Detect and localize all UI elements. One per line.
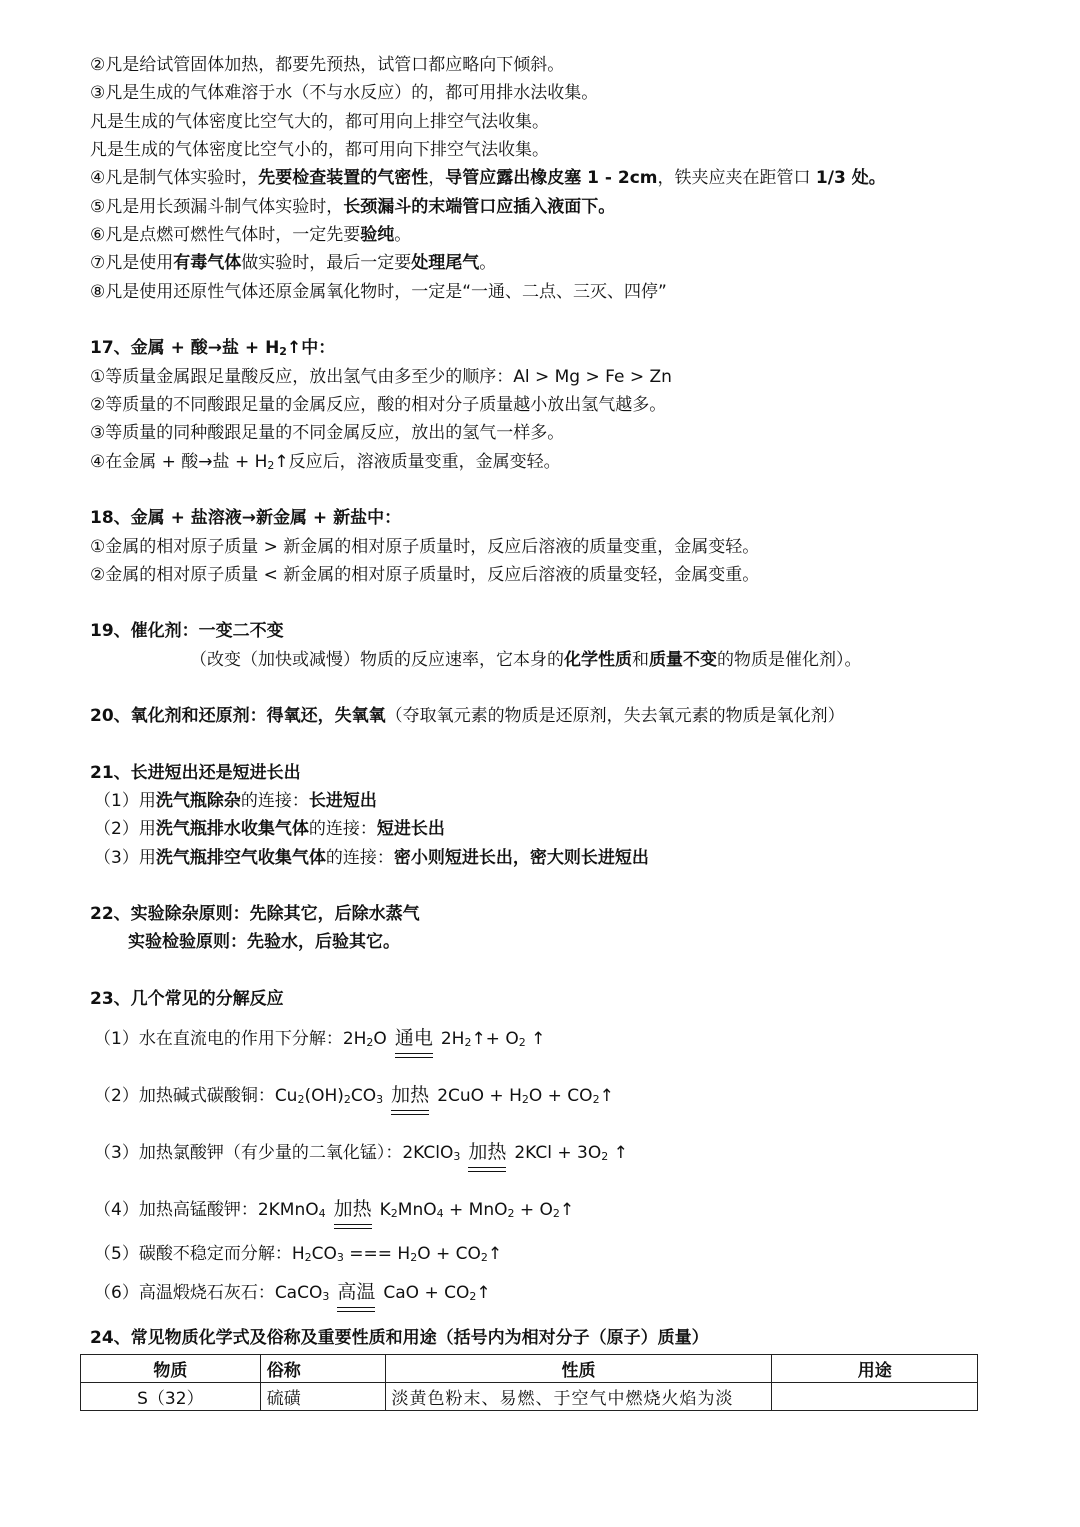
properties-table — [80, 1354, 978, 1411]
e5-b: CO — [311, 1244, 337, 1264]
header-uses: 用途 — [772, 1355, 978, 1383]
s17-l4-a: ④在金属 + 酸→盐 + H — [90, 452, 268, 472]
e6-c: ↑ — [476, 1283, 491, 1303]
section-21-title: 21、长进短出还是短进长出 — [90, 763, 301, 783]
s17-l4-b: ↑反应后，溶液质量变重，金属变轻。 — [274, 452, 561, 472]
rule-7-a: ⑦凡是使用 — [90, 253, 174, 273]
s21-l2-b: 洗气瓶排水收集气体 — [155, 819, 309, 839]
e2-s1: 2 — [297, 1093, 305, 1106]
rule-3-light: 凡是生成的气体密度比空气小的，都可用向下排空气法收集。 — [90, 140, 549, 160]
rule-7-d: 处理尾气 — [411, 253, 480, 273]
e3-c: ↑ — [608, 1143, 628, 1163]
section-20-title: 20、氧化剂和还原剂：得氧还，失氧氧 — [90, 706, 386, 726]
s21-l1-d: 长进短出 — [308, 791, 377, 811]
condition-high-temp: 高温 — [337, 1280, 375, 1308]
equation-2 — [94, 1083, 614, 1112]
e5-s4: 2 — [480, 1251, 488, 1264]
s22-line-2: 实验检验原则：先验水，后验其它。 — [128, 932, 400, 952]
rule-7-b: 有毒气体 — [173, 253, 242, 273]
e4-d: + MnO — [443, 1200, 508, 1220]
e4-c: MnO — [397, 1200, 437, 1220]
rule-5-b: 长颈漏斗的末端管口应插入液面下。 — [343, 197, 616, 217]
e5-s3: 2 — [410, 1251, 418, 1264]
rule-8: ⑧凡是使用还原性气体还原金属氧化物时，一定是“一通、二点、三灭、四停” — [90, 282, 667, 302]
rule-5-a: ⑤凡是用长颈漏斗制气体实验时， — [90, 197, 344, 217]
condition-heat: 加热 — [334, 1197, 372, 1225]
e3-s2: 2 — [601, 1150, 609, 1163]
rule-2: ②凡是给试管固体加热，都要先预热，试管口都应略向下倾斜。 — [90, 55, 565, 75]
section-19-title: 19、催化剂：一变二不变 — [90, 621, 284, 641]
rule-7 — [90, 251, 496, 275]
s17-title-end: ↑中： — [286, 338, 336, 358]
rule-7-c: 做实验时，最后一定要 — [241, 253, 412, 273]
s19-b: 化学性质 — [564, 650, 632, 670]
e2-s2: 2 — [343, 1093, 351, 1106]
e2-c: CO — [350, 1086, 377, 1106]
s17-line-2: ②等质量的不同酸跟足量的金属反应，酸的相对分子质量越小放出氢气越多。 — [90, 395, 667, 415]
header-properties: 性质 — [385, 1355, 772, 1383]
e4-s3: 4 — [436, 1207, 444, 1220]
table-header-row — [81, 1355, 978, 1383]
e4-a: （4）加热高锰酸钾：2KMnO — [94, 1200, 319, 1220]
s22-line-1: 22、实验除杂原则：先除其它，后除水蒸气 — [90, 904, 420, 924]
s21-l3-a: （3）用 — [94, 848, 156, 868]
e1-a: （1）水在直流电的作用下分解：2H — [94, 1029, 367, 1049]
condition-electrolysis: 通电 — [395, 1026, 433, 1054]
s19-line-1 — [190, 648, 862, 672]
e1-s2: 2 — [464, 1036, 472, 1049]
header-common-name: 俗称 — [260, 1355, 385, 1383]
condition-heat: 加热 — [468, 1140, 506, 1168]
s21-l2-c: 的连接： — [308, 819, 377, 839]
e5-c: === H — [343, 1244, 411, 1264]
e5-a: （5）碳酸不稳定而分解：H — [94, 1244, 305, 1264]
rule-3-dense: 凡是生成的气体密度比空气大的，都可用向上排空气法收集。 — [90, 112, 549, 132]
e3-s1: 3 — [453, 1150, 461, 1163]
s17-line-1: ①等质量金属跟足量酸反应，放出氢气由多至少的顺序：Al > Mg > Fe > Zn — [90, 367, 672, 387]
e5-e: ↑ — [487, 1244, 503, 1264]
equation-1 — [94, 1026, 545, 1055]
rule-4-c: ， — [428, 168, 446, 188]
s21-line-1 — [94, 789, 377, 813]
rule-4-b: 先要检查装置的气密性 — [258, 168, 429, 188]
header-substance: 物质 — [81, 1355, 261, 1383]
section-20-rest: （夺取氧元素的物质是还原剂，失去氧元素的物质是氧化剂） — [385, 706, 845, 726]
s21-l1-a: （1）用 — [94, 791, 156, 811]
equation-5 — [94, 1242, 502, 1270]
s19-c: 和 — [632, 650, 649, 670]
rule-7-e: 。 — [479, 253, 497, 273]
s21-l1-c: 的连接： — [240, 791, 309, 811]
section-24-title: 24、常见物质化学式及俗称及重要性质和用途（括号内为相对分子（原子）质量） — [90, 1328, 709, 1348]
s21-l3-d: 密小则短进长出，密大则长进短出 — [393, 848, 649, 868]
e6-s1: 3 — [322, 1290, 330, 1303]
table-row — [81, 1383, 978, 1411]
e6-a: （6）高温煅烧石灰石：CaCO — [94, 1283, 323, 1303]
s17-l4-sub: 2 — [267, 459, 275, 472]
s21-l2-a: （2）用 — [94, 819, 156, 839]
rule-4-f: 1/3 处。 — [815, 168, 886, 188]
rule-4-a: ④凡是制气体实验时， — [90, 168, 259, 188]
e2-s4: 2 — [521, 1093, 529, 1106]
e5-d: O + CO — [417, 1244, 481, 1264]
e2-s3: 3 — [376, 1093, 384, 1106]
e2-e: O + CO — [528, 1086, 593, 1106]
cell-uses — [772, 1383, 978, 1411]
rule-5 — [90, 195, 615, 219]
e4-s2: 2 — [390, 1207, 398, 1220]
condition-heat: 加热 — [391, 1083, 429, 1111]
e1-s1: 2 — [366, 1036, 374, 1049]
rule-6 — [90, 223, 411, 247]
e4-s1: 4 — [318, 1207, 326, 1220]
e1-c: 2H — [440, 1029, 465, 1049]
e1-e: ↑ — [525, 1029, 546, 1049]
section-23-title: 23、几个常见的分解反应 — [90, 989, 284, 1009]
e2-d: 2CuO + H — [437, 1086, 522, 1106]
s19-d: 质量不变 — [649, 650, 717, 670]
e3-b: 2KCl + 3O — [514, 1143, 602, 1163]
cell-common-name: 硫磺 — [260, 1383, 385, 1411]
s17-title-a: 17、金属 + 酸→盐 + H — [90, 338, 280, 358]
e2-b: (OH) — [304, 1086, 344, 1106]
e2-a: （2）加热碱式碳酸铜：Cu — [94, 1086, 298, 1106]
s17-line-4 — [90, 450, 561, 478]
e4-b: K — [379, 1200, 391, 1220]
e1-d: ↑+ O — [471, 1029, 519, 1049]
s21-l3-b: 洗气瓶排空气收集气体 — [155, 848, 326, 868]
equation-3 — [94, 1140, 628, 1169]
equation-4 — [94, 1197, 574, 1226]
rule-6-a: ⑥凡是点燃可燃性气体时，一定先要 — [90, 225, 361, 245]
e2-f: ↑ — [599, 1086, 614, 1106]
cell-substance: S（32） — [81, 1383, 261, 1411]
e6-b: CaO + CO — [383, 1283, 470, 1303]
rule-4 — [90, 166, 886, 190]
rule-4-e: ，铁夹应夹在距管口 — [657, 168, 816, 188]
rule-3: ③凡是生成的气体难溶于水（不与水反应）的，都可用排水法收集。 — [90, 83, 599, 103]
e4-s4: 2 — [507, 1207, 515, 1220]
s19-a: （改变（加快或减慢）物质的反应速率，它本身的 — [190, 650, 564, 670]
section-18-title: 18、金属 + 盐溶液→新金属 + 新盐中： — [90, 508, 402, 528]
section-17-title — [90, 336, 335, 364]
s21-l1-b: 洗气瓶除杂 — [155, 791, 241, 811]
e5-s1: 2 — [304, 1251, 312, 1264]
e2-s5: 2 — [592, 1093, 600, 1106]
e4-s5: 2 — [552, 1207, 560, 1220]
e4-e: + O — [514, 1200, 553, 1220]
s17-title-sub: 2 — [279, 345, 287, 358]
s17-line-3: ③等质量的同种酸跟足量的不同金属反应，放出的氢气一样多。 — [90, 423, 565, 443]
e1-b: O — [373, 1029, 387, 1049]
e6-s2: 2 — [469, 1290, 477, 1303]
s18-line-2: ②金属的相对原子质量 < 新金属的相对原子质量时，反应后溶液的质量变轻，金属变重。 — [90, 565, 760, 585]
rule-6-c: 。 — [394, 225, 412, 245]
e5-s2: 3 — [336, 1251, 344, 1264]
cell-properties: 淡黄色粉末、易燃、于空气中燃烧火焰为淡 — [385, 1383, 772, 1411]
s21-l3-c: 的连接： — [325, 848, 394, 868]
e1-s3: 2 — [518, 1036, 526, 1049]
s21-line-2 — [94, 817, 445, 841]
s19-e: 的物质是催化剂）。 — [717, 650, 862, 670]
e4-f: ↑ — [559, 1200, 575, 1220]
rule-4-d: 导管应露出橡皮塞 1 - 2cm — [445, 168, 658, 188]
s21-line-3 — [94, 846, 649, 870]
e3-a: （3）加热氯酸钾（有少量的二氧化锰）：2KClO — [94, 1143, 454, 1163]
rule-6-b: 验纯 — [360, 225, 395, 245]
equation-6 — [94, 1280, 491, 1309]
s18-line-1: ①金属的相对原子质量 > 新金属的相对原子质量时，反应后溶液的质量变重，金属变轻。 — [90, 537, 760, 557]
s21-l2-d: 短进长出 — [376, 819, 445, 839]
section-20 — [90, 704, 845, 728]
